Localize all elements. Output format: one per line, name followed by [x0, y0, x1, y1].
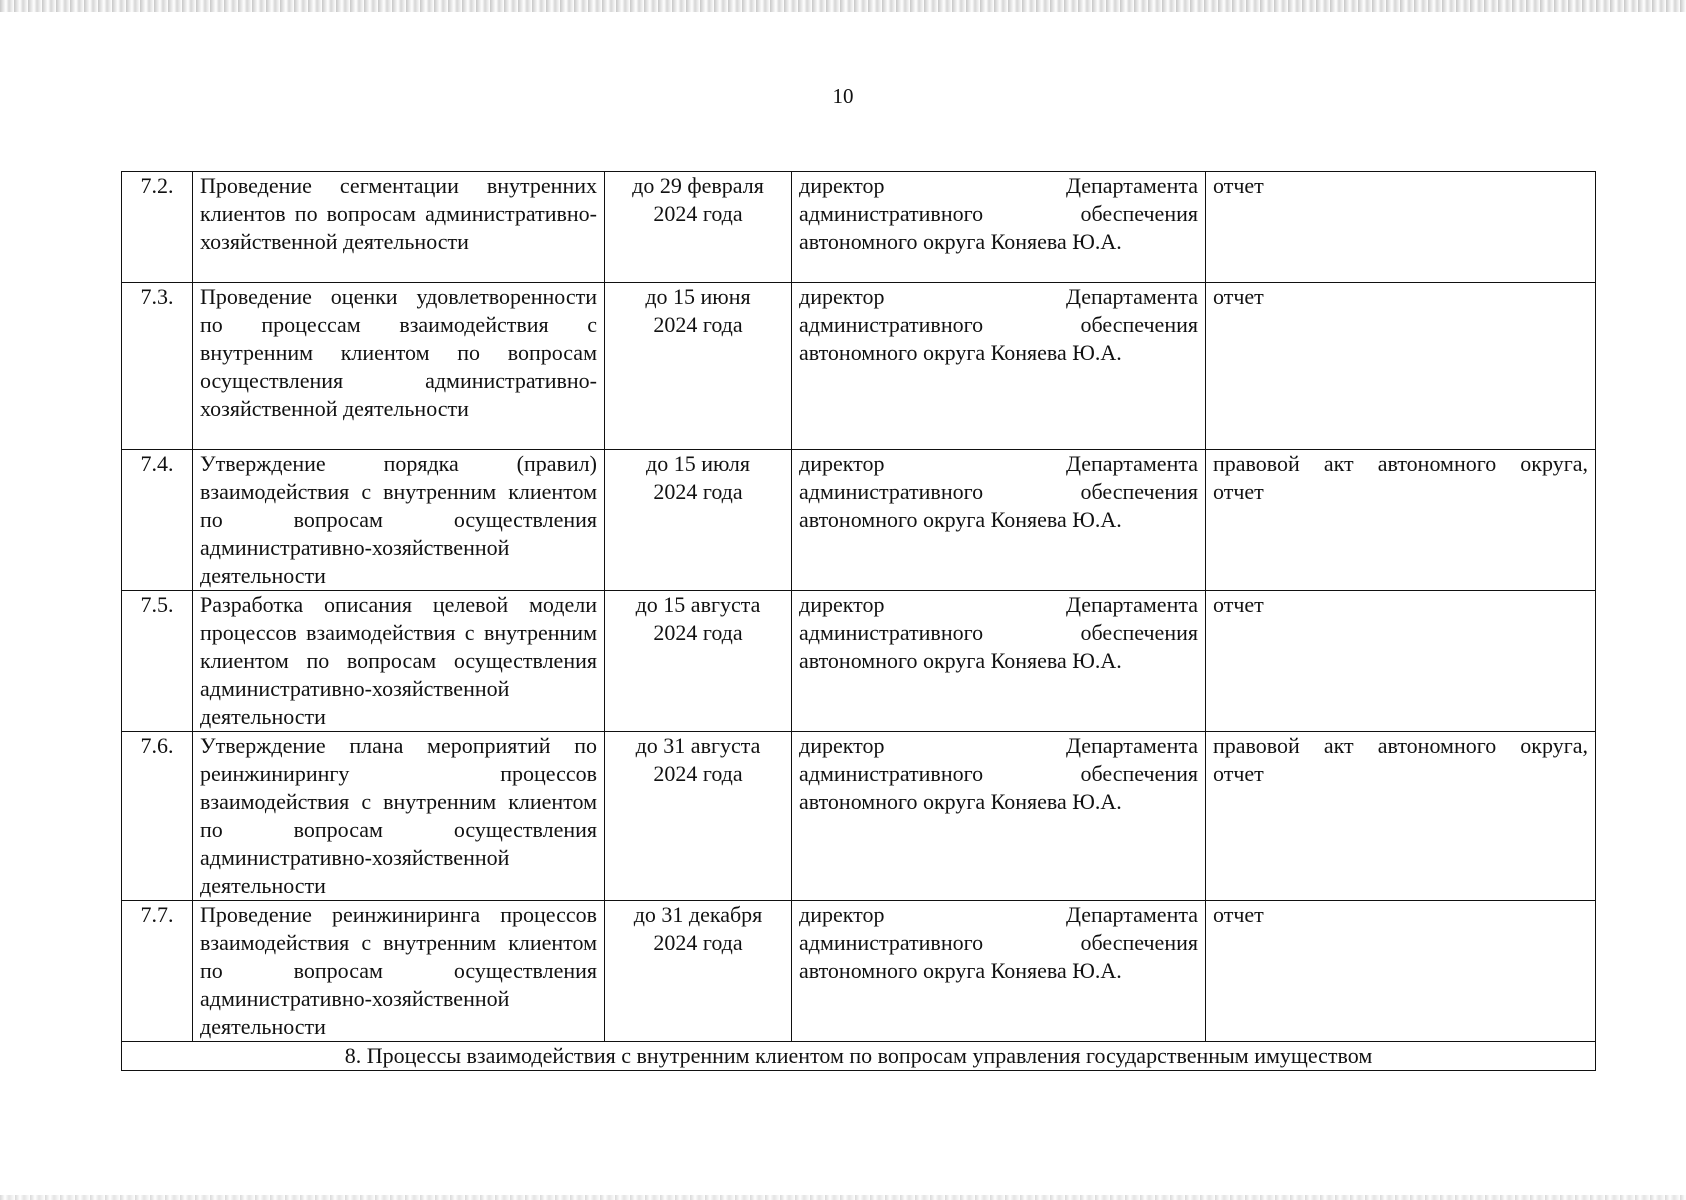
deadline-year: 2024 года — [653, 620, 743, 645]
task-description: Разработка описания целевой модели процессов взаимодействия с внутренним клиентом по вопросам осуществления административно-хозяйственной деятельности — [193, 591, 605, 732]
deadline-date: до 31 августа — [635, 733, 761, 758]
responsible-person: директор Департамента административного обеспечения автономного округа Коняева Ю.А. — [792, 283, 1206, 450]
section-heading-row — [122, 1042, 1596, 1071]
row-number: 7.5. — [122, 591, 193, 732]
result-type: отчет — [1206, 283, 1596, 450]
deadline-year: 2024 года — [653, 312, 743, 337]
row-number: 7.6. — [122, 732, 193, 901]
result-type: отчет — [1206, 901, 1596, 1042]
deadline-year: 2024 года — [653, 930, 743, 955]
scan-edge-bottom — [0, 1195, 1686, 1200]
row-number: 7.7. — [122, 901, 193, 1042]
responsible-person: директор Департамента административного обеспечения автономного округа Коняева Ю.А. — [792, 591, 1206, 732]
task-description: Проведение оценки удовлетворенности по процессам взаимодействия с внутренним клиентом по вопросам осуществления административно-хозяйственной деятельности — [193, 283, 605, 450]
responsible-person: директор Департамента административного обеспечения автономного округа Коняева Ю.А. — [792, 732, 1206, 901]
deadline — [605, 450, 792, 591]
result-type: правовой акт автономного округа, отчет — [1206, 732, 1596, 901]
row-number: 7.2. — [122, 172, 193, 283]
deadline-date: до 15 июня — [645, 284, 751, 309]
table-row — [122, 591, 1596, 732]
task-description: Проведение сегментации внутренних клиентов по вопросам административно-хозяйственной деятельности — [193, 172, 605, 283]
responsible-person: директор Департамента административного обеспечения автономного округа Коняева Ю.А. — [792, 172, 1206, 283]
result-type: отчет — [1206, 172, 1596, 283]
result-type: правовой акт автономного округа, отчет — [1206, 450, 1596, 591]
deadline-date: до 31 декабря — [633, 902, 763, 927]
result-type: отчет — [1206, 591, 1596, 732]
deadline — [605, 901, 792, 1042]
row-number: 7.4. — [122, 450, 193, 591]
responsible-person: директор Департамента административного обеспечения автономного округа Коняева Ю.А. — [792, 901, 1206, 1042]
deadline-year: 2024 года — [653, 761, 743, 786]
table-row — [122, 732, 1596, 901]
deadline — [605, 591, 792, 732]
plan-table — [121, 171, 1596, 1071]
row-number: 7.3. — [122, 283, 193, 450]
deadline-date: до 15 июля — [646, 451, 750, 476]
table-row — [122, 172, 1596, 283]
table-row — [122, 283, 1596, 450]
responsible-person: директор Департамента административного обеспечения автономного округа Коняева Ю.А. — [792, 450, 1206, 591]
deadline-year: 2024 года — [653, 479, 743, 504]
deadline — [605, 283, 792, 450]
table-row — [122, 450, 1596, 591]
deadline — [605, 732, 792, 901]
deadline-date: до 15 августа — [635, 592, 761, 617]
section-heading: 8. Процессы взаимодействия с внутренним клиентом по вопросам управления государственным имуществом — [122, 1042, 1596, 1071]
task-description: Проведение реинжиниринга процессов взаимодействия с внутренним клиентом по вопросам осуществления административно-хозяйственной деятельности — [193, 901, 605, 1042]
deadline-year: 2024 года — [653, 201, 743, 226]
deadline-date: до 29 февраля — [632, 173, 764, 198]
deadline — [605, 172, 792, 283]
page-number: 10 — [832, 84, 854, 108]
task-description: Утверждение плана мероприятий по реинжинирингу процессов взаимодействия с внутренним клиентом по вопросам осуществления административно-хозяйственной деятельности — [193, 732, 605, 901]
table-row — [122, 901, 1596, 1042]
scan-edge-top — [0, 0, 1686, 12]
task-description: Утверждение порядка (правил) взаимодействия с внутренним клиентом по вопросам осуществления административно-хозяйственной деятельности — [193, 450, 605, 591]
